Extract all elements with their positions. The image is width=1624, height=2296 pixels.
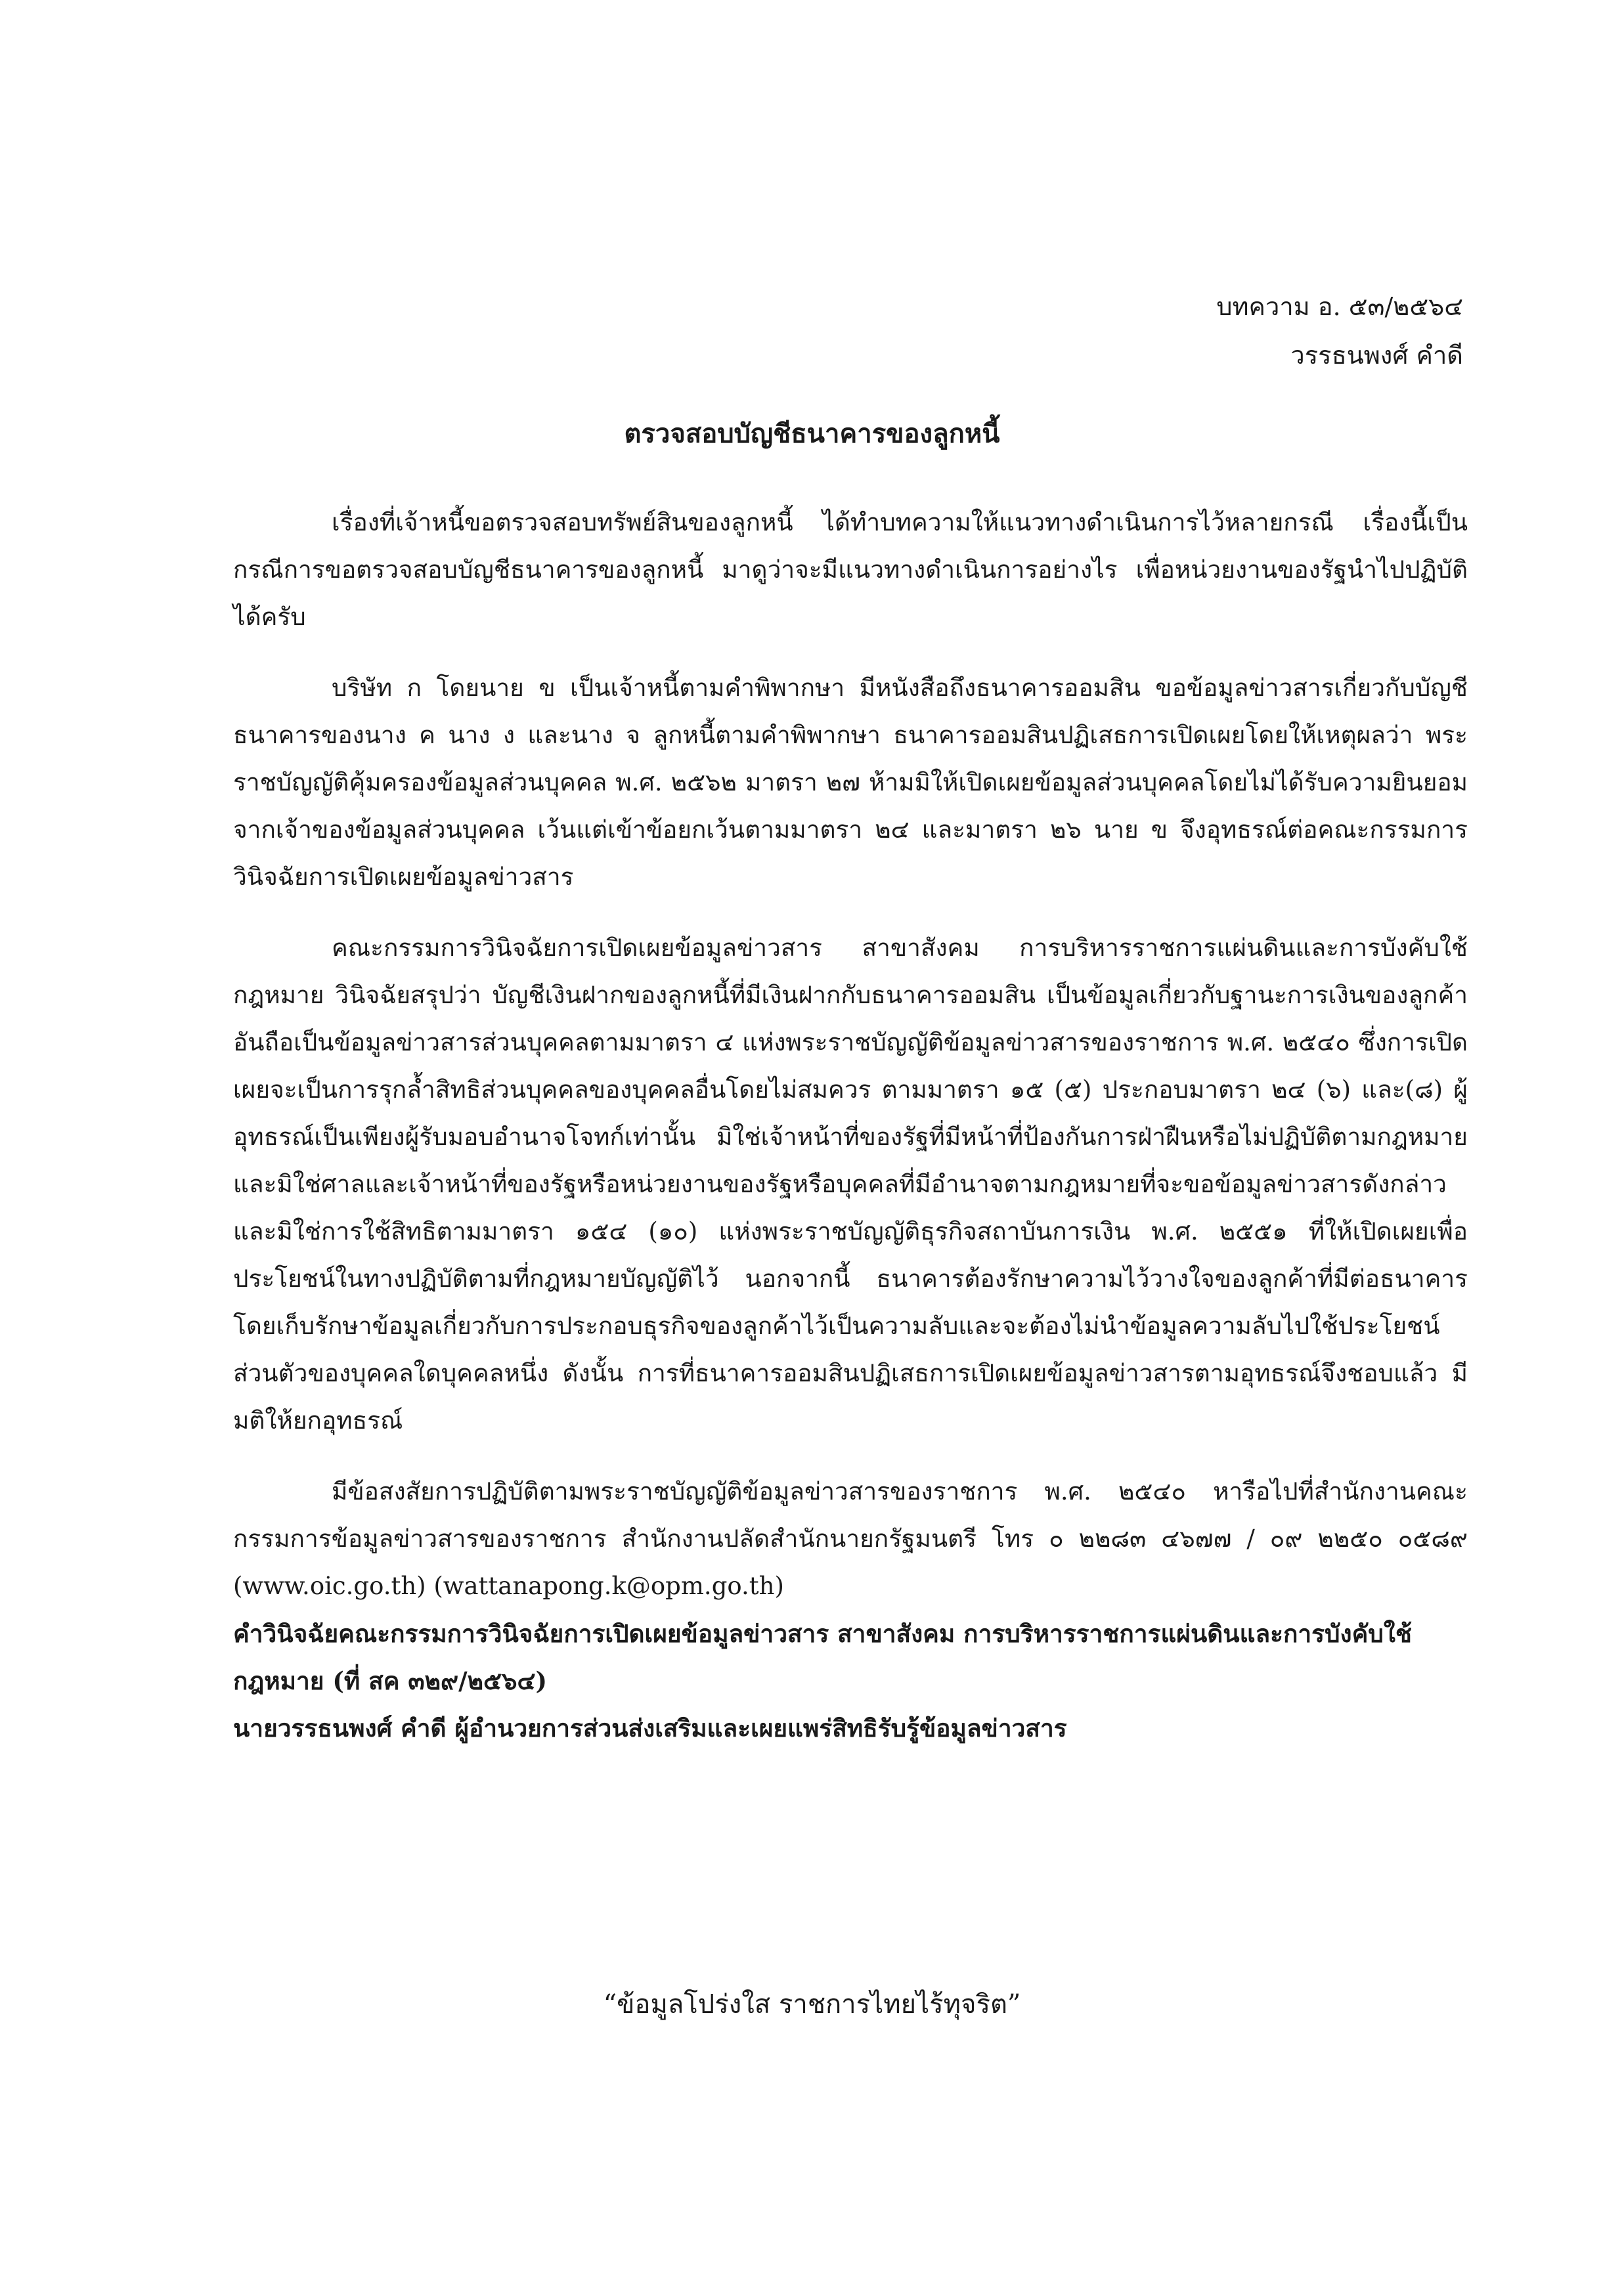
paragraph-contact: มีข้อสงสัยการปฏิบัติตามพระราชบัญญัติข้อมูลข่าวสารของราชการ พ.ศ. ๒๕๔๐ หารือไปที่สำนักงานคณะกรรมการข้อมูลข่าวสารของราชการ สำนักงานปลัดสำนักนายกรัฐมนตรี โทร ๐ ๒๒๘๓ ๔๖๗๗ / ๐๙ ๒๒๕๐ ๐๕๘๙ (www.oic.go.th) (wattanapong.k@opm.go.th)	[233, 1477, 1468, 1600]
paragraph-case: บริษัท ก โดยนาย ข เป็นเจ้าหนี้ตามคำพิพากษา มีหนังสือถึงธนาคารออมสิน ขอข้อมูลข่าวสารเกี่ยวกับบัญชีธนาคารของนาง ค นาง ง และนาง จ ลูกหนี้ตามคำพิพากษา ธนาคารออมสินปฏิเสธการเปิดเผยโดยให้เหตุผลว่า พระราชบัญญัติคุ้มครองข้อมูลส่วนบุคคล พ.ศ. ๒๕๖๒ มาตรา ๒๗ ห้ามมิให้เปิดเผยข้อมูลส่วนบุคคลโดยไม่ได้รับความยินยอมจากเจ้าของข้อมูลส่วนบุคคล เว้นแต่เข้าข้อยกเว้นตามมาตรา ๒๔ และมาตรา ๒๖ นาย ข จึงอุทธรณ์ต่อคณะกรรมการวินิจฉัยการเปิดเผยข้อมูลข่าวสาร	[233, 674, 1468, 891]
document-title: ตรวจสอบบัญชีธนาคารของลูกหนี้	[624, 418, 1000, 449]
document-body	[233, 499, 1468, 1752]
article-author: วรรธนพงศ์ คำดี	[1290, 341, 1463, 370]
article-number: บทความ อ. ๕๓/๒๕๖๔	[1216, 292, 1463, 321]
author-signature-line: นายวรรธนพงศ์ คำดี ผู้อำนวยการส่วนส่งเสริมและเผยแพร่สิทธิรับรู้ข้อมูลข่าวสาร	[233, 1714, 1067, 1743]
paragraph-intro: เรื่องที่เจ้าหนี้ขอตรวจสอบทรัพย์สินของลูกหนี้ ได้ทำบทความให้แนวทางดำเนินการไว้หลายกรณี เรื่องนี้เป็นกรณีการขอตรวจสอบบัญชีธนาคารของลูกหนี้ มาดูว่าจะมีแนวทางดำเนินการอย่างไร เพื่อหน่วยงานของรัฐนำไปปฏิบัติได้ครับ	[233, 508, 1468, 631]
ruling-reference: คำวินิจฉัยคณะกรรมการวินิจฉัยการเปิดเผยข้อมูลข่าวสาร สาขาสังคม การบริหารราชการแผ่นดินและการบังคับใช้กฎหมาย (ที่ สค ๓๒๙/๒๕๖๔)	[233, 1619, 1413, 1695]
paragraph-ruling: คณะกรรมการวินิจฉัยการเปิดเผยข้อมูลข่าวสาร สาขาสังคม การบริหารราชการแผ่นดินและการบังคับใช้กฎหมาย วินิจฉัยสรุปว่า บัญชีเงินฝากของลูกหนี้ที่มีเงินฝากกับธนาคารออมสิน เป็นข้อมูลเกี่ยวกับฐานะการเงินของลูกค้าอันถือเป็นข้อมูลข่าวสารส่วนบุคคลตามมาตรา ๔ แห่งพระราชบัญญัติข้อมูลข่าวสารของราชการ พ.ศ. ๒๕๔๐ ซึ่งการเปิดเผยจะเป็นการรุกล้ำสิทธิส่วนบุคคลของบุคคลอื่นโดยไม่สมควร ตามมาตรา ๑๕ (๕) ประกอบมาตรา ๒๔ (๖) และ(๘) ผู้อุทธรณ์เป็นเพียงผู้รับมอบอำนาจโจทก์เท่านั้น มิใช่เจ้าหน้าที่ของรัฐที่มีหน้าที่ป้องกันการฝ่าฝืนหรือไม่ปฏิบัติตามกฎหมาย และมิใช่ศาลและเจ้าหน้าที่ของรัฐหรือหน่วยงานของรัฐหรือบุคคลที่มีอำนาจตามกฎหมายที่จะขอข้อมูลข่าวสารดังกล่าว และมิใช่การใช้สิทธิตามมาตรา ๑๕๔ (๑๐) แห่งพระราชบัญญัติธุรกิจสถาบันการเงิน พ.ศ. ๒๕๕๑ ที่ให้เปิดเผยเพื่อประโยชน์ในทางปฏิบัติตามที่กฎหมายบัญญัติไว้ นอกจากนี้ ธนาคารต้องรักษาความไว้วางใจของลูกค้าที่มีต่อธนาคาร โดยเก็บรักษาข้อมูลเกี่ยวกับการประกอบธุรกิจของลูกค้าไว้เป็นความลับและจะต้องไม่นำข้อมูลความลับไปใช้ประโยชน์ส่วนตัวของบุคคลใดบุคคลหนึ่ง ดังนั้น การที่ธนาคารออมสินปฏิเสธการเปิดเผยข้อมูลข่าวสารตามอุทธรณ์จึงชอบแล้ว มีมติให้ยกอุทธรณ์	[233, 934, 1468, 1435]
slogan: “ข้อมูลโปร่งใส ราชการไทยไร้ทุจริต”	[603, 1989, 1021, 2020]
article-reference	[1216, 282, 1463, 379]
